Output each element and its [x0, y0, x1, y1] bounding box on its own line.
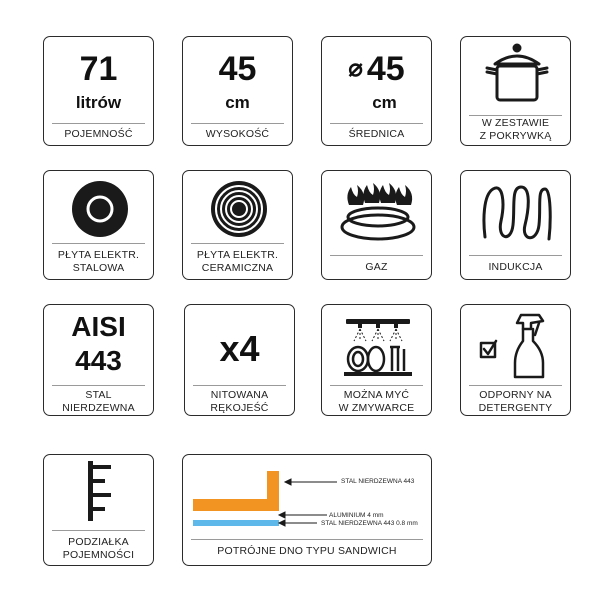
height-label: WYSOKOŚĆ — [205, 128, 270, 140]
lid-tile — [460, 36, 571, 146]
ceramic-plate-icon — [209, 179, 269, 239]
sandwich-label: POTRÓJNE DNO TYPU SANDWICH — [217, 545, 397, 557]
induction-label: INDUKCJA — [488, 261, 543, 273]
measuring-scale-icon — [82, 459, 122, 525]
steel-value-1: AISI — [71, 311, 126, 342]
divider — [330, 255, 423, 256]
handles-label-2: RĘKOJEŚĆ — [210, 402, 269, 414]
induction-tile — [460, 170, 571, 280]
induction-coil-icon — [481, 181, 553, 247]
detergent-label-1: ODPORNY NA — [479, 389, 552, 401]
sandwich-tile — [182, 454, 432, 566]
dishwasher-label-1: MOŻNA MYĆ — [343, 389, 410, 401]
ceramic-plate-label-1: PŁYTA ELEKTR. — [196, 249, 279, 261]
height-tile — [182, 36, 293, 146]
pot-with-lid-icon — [481, 42, 553, 108]
divider — [469, 115, 562, 116]
divider — [193, 385, 286, 386]
scale-tile — [43, 454, 154, 566]
steel-label-1: STAL — [85, 389, 112, 401]
height-unit: cm — [225, 93, 250, 112]
divider — [330, 385, 423, 386]
capacity-label: POJEMNOŚĆ — [64, 128, 133, 140]
divider — [52, 123, 145, 124]
steel-value-2: 443 — [75, 345, 122, 376]
divider — [469, 255, 562, 256]
divider — [52, 243, 145, 244]
divider — [469, 385, 562, 386]
divider — [191, 243, 284, 244]
divider — [52, 385, 145, 386]
dishwasher-tile — [321, 304, 432, 416]
diameter-unit: cm — [372, 93, 397, 112]
steel-label-2: NIERDZEWNA — [62, 402, 135, 414]
layer-steel-bottom-label: STAL NIERDZEWNA 443 0.8 mm — [321, 520, 418, 527]
height-value: 45 — [218, 50, 257, 88]
layer-aluminium-label: ALUMINIUM 4 mm — [329, 512, 384, 519]
detergent-label-2: DETERGENTY — [478, 402, 553, 414]
divider — [330, 123, 423, 124]
diameter-value: 45 — [366, 50, 405, 88]
electric-plate-icon — [70, 179, 130, 239]
diameter-tile — [321, 36, 432, 146]
handles-tile — [184, 304, 295, 416]
divider — [52, 530, 145, 531]
capacity-unit: litrów — [75, 93, 122, 112]
divider — [191, 123, 284, 124]
steel-plate-label-1: PŁYTA ELEKTR. — [57, 249, 140, 261]
scale-label-2: POJEMNOŚCI — [62, 549, 135, 561]
ceramic-plate-label-2: CERAMICZNA — [201, 262, 274, 274]
dishwasher-icon — [342, 313, 414, 379]
dishwasher-label-2: W ZMYWARCE — [338, 402, 415, 414]
steel-tile — [43, 304, 154, 416]
gas-burner-icon — [339, 183, 417, 245]
lid-label-2: Z POKRYWKĄ — [479, 130, 552, 142]
handles-label-1: NITOWANA — [210, 389, 269, 401]
diameter-label: ŚREDNICA — [348, 128, 405, 140]
capacity-value: 71 — [79, 50, 118, 88]
layer-steel-top-label: STAL NIERDZEWNA 443 — [341, 478, 415, 485]
gas-label: GAZ — [365, 261, 388, 273]
detergent-tile — [460, 304, 571, 416]
handles-value: x4 — [219, 328, 260, 369]
steel-plate-label-2: STALOWA — [72, 262, 125, 274]
gas-tile — [321, 170, 432, 280]
spray-bottle-icon — [477, 311, 557, 381]
diameter-row — [322, 49, 431, 89]
divider — [191, 539, 423, 540]
scale-label-1: PODZIAŁKA — [68, 536, 129, 548]
capacity-tile — [43, 36, 154, 146]
diameter-symbol: ⌀ — [348, 55, 363, 82]
ceramic-plate-tile — [182, 170, 293, 280]
lid-label-1: W ZESTAWIE — [481, 117, 550, 129]
steel-plate-tile — [43, 170, 154, 280]
